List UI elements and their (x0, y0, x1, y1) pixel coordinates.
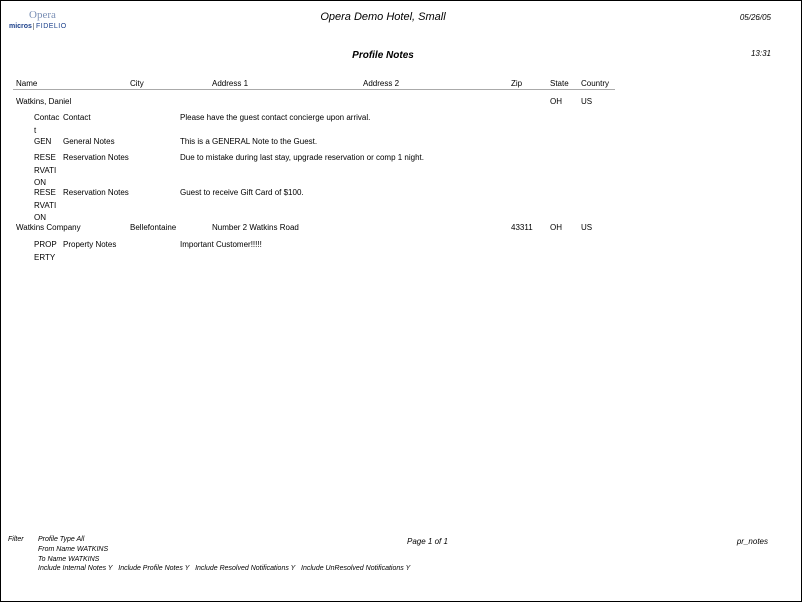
hotel-name: Opera Demo Hotel, Small (320, 11, 446, 23)
profile-country: US (581, 97, 593, 106)
profile-city: Bellefontaine (130, 223, 177, 232)
profile-state: OH (550, 223, 562, 232)
report-id: pr_notes (736, 537, 768, 546)
note-text: Due to mistake during last stay, upgrade reservation or comp 1 night. (180, 153, 424, 162)
page-number: Page 1 of 1 (407, 537, 448, 546)
col-address1: Address 1 (212, 79, 249, 88)
note-type: Reservation Notes (63, 188, 129, 197)
note-code: GEN (34, 137, 52, 146)
col-name: Name (16, 79, 38, 88)
report-title: Profile Notes (352, 50, 414, 61)
note-type: Reservation Notes (63, 153, 129, 162)
note-code: PROPERTY (34, 240, 57, 262)
col-state: State (550, 79, 569, 88)
note-type: General Notes (63, 137, 115, 146)
note-type: Contact (63, 113, 91, 122)
note-text: Guest to receive Gift Card of $100. (180, 188, 304, 197)
note-text: This is a GENERAL Note to the Guest. (180, 137, 318, 146)
profile-name: Watkins Company (16, 223, 81, 232)
report-time: 13:31 (750, 49, 771, 58)
profile-address1: Number 2 Watkins Road (212, 223, 299, 232)
col-zip: Zip (511, 79, 523, 88)
note-type: Property Notes (63, 240, 117, 249)
filter-to-name: To Name WATKINS (38, 556, 100, 563)
profile-zip: 43311 (511, 223, 533, 232)
filter-label: Filter (8, 536, 24, 543)
note-text: Important Customer!!!!! (180, 240, 262, 249)
logo-micros: micros (9, 23, 32, 30)
col-address2: Address 2 (363, 79, 400, 88)
filter-profile-type: Profile Type All (38, 536, 85, 543)
profile-state: OH (550, 97, 562, 106)
note-code: RESERVATION (34, 188, 57, 222)
filter-includes: Include Internal Notes Y Include Profile Notes Y Include Resolved Notifications Y Include UnResolved Notifications Y (38, 565, 411, 572)
micros-fidelio-logo (9, 23, 67, 30)
report-date: 05/26/05 (739, 13, 771, 22)
profile-country: US (581, 223, 593, 232)
note-code: Contact (34, 113, 60, 135)
profile-name: Watkins, Daniel (16, 97, 72, 106)
header-divider (13, 89, 615, 90)
filter-from-name: From Name WATKINS (38, 546, 109, 553)
note-text: Please have the guest contact concierge upon arrival. (180, 113, 371, 122)
note-code: RESERVATION (34, 153, 57, 187)
opera-logo: Opera (29, 9, 56, 21)
col-country: Country (581, 79, 610, 88)
logo-fidelio: FIDELIO (33, 23, 67, 30)
col-city: City (130, 79, 144, 88)
